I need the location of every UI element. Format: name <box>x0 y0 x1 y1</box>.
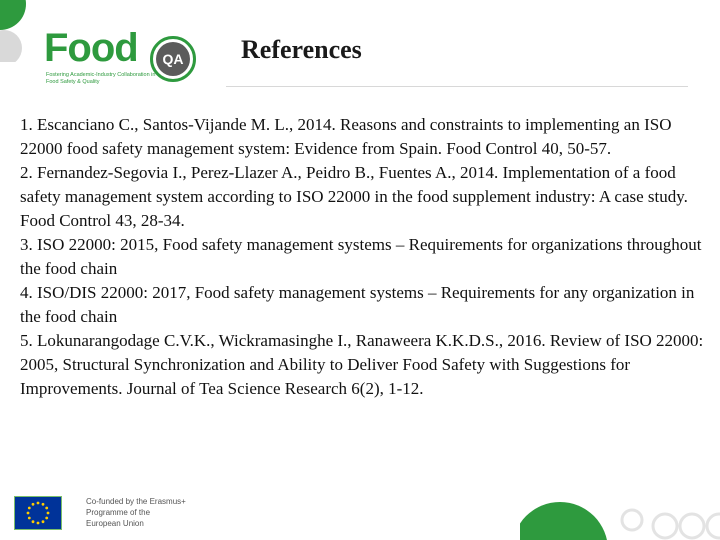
foodqa-logo <box>44 26 214 90</box>
reference-item: 1. Escanciano C., Santos-Vijande M. L., 2014. Reasons and constraints to implementing an ISO 22000 food safety management system: Evidence from Spain. Food Control 40, 50-57. <box>20 115 672 158</box>
reference-item: 4. ISO/DIS 22000: 2017, Food safety management systems – Requirements for any organization in the food chain <box>20 283 695 326</box>
logo-qa-badge: QA <box>150 36 196 82</box>
corner-decoration-bottom-right <box>520 480 720 540</box>
page-title: References <box>241 35 362 64</box>
title-divider <box>226 86 688 87</box>
reference-item: 2. Fernandez-Segovia I., Perez-Llazer A., Peidro B., Fuentes A., 2014. Implementation of a food safety management system according to ISO 22000 in the food supplement industry: A case study. Food Control 43, 28-34. <box>20 163 688 230</box>
corner-decoration-top-left <box>0 0 34 62</box>
eu-funding-notice <box>14 496 184 532</box>
eu-flag-icon <box>14 496 62 530</box>
eu-funding-text: Co-funded by the Erasmus+ Programme of the European Union <box>86 497 186 528</box>
references-list <box>20 113 710 401</box>
reference-item: 3. ISO 22000: 2015, Food safety management systems – Requirements for organizations throughout the food chain <box>20 235 702 278</box>
logo-wordmark: Food <box>44 26 138 70</box>
logo-tagline: Fostering Academic-Industry Collaboration in Food Safety & Quality <box>46 72 156 85</box>
reference-item: 5. Lokunarangodage C.V.K., Wickramasinghe I., Ranaweera K.K.D.S., 2016. Review of ISO 22000: 2005, Structural Synchronization and Ability to Deliver Food Safety with Suggestions for Improvements. Journal of Tea Science Research 6(2), 1-12. <box>20 331 704 398</box>
